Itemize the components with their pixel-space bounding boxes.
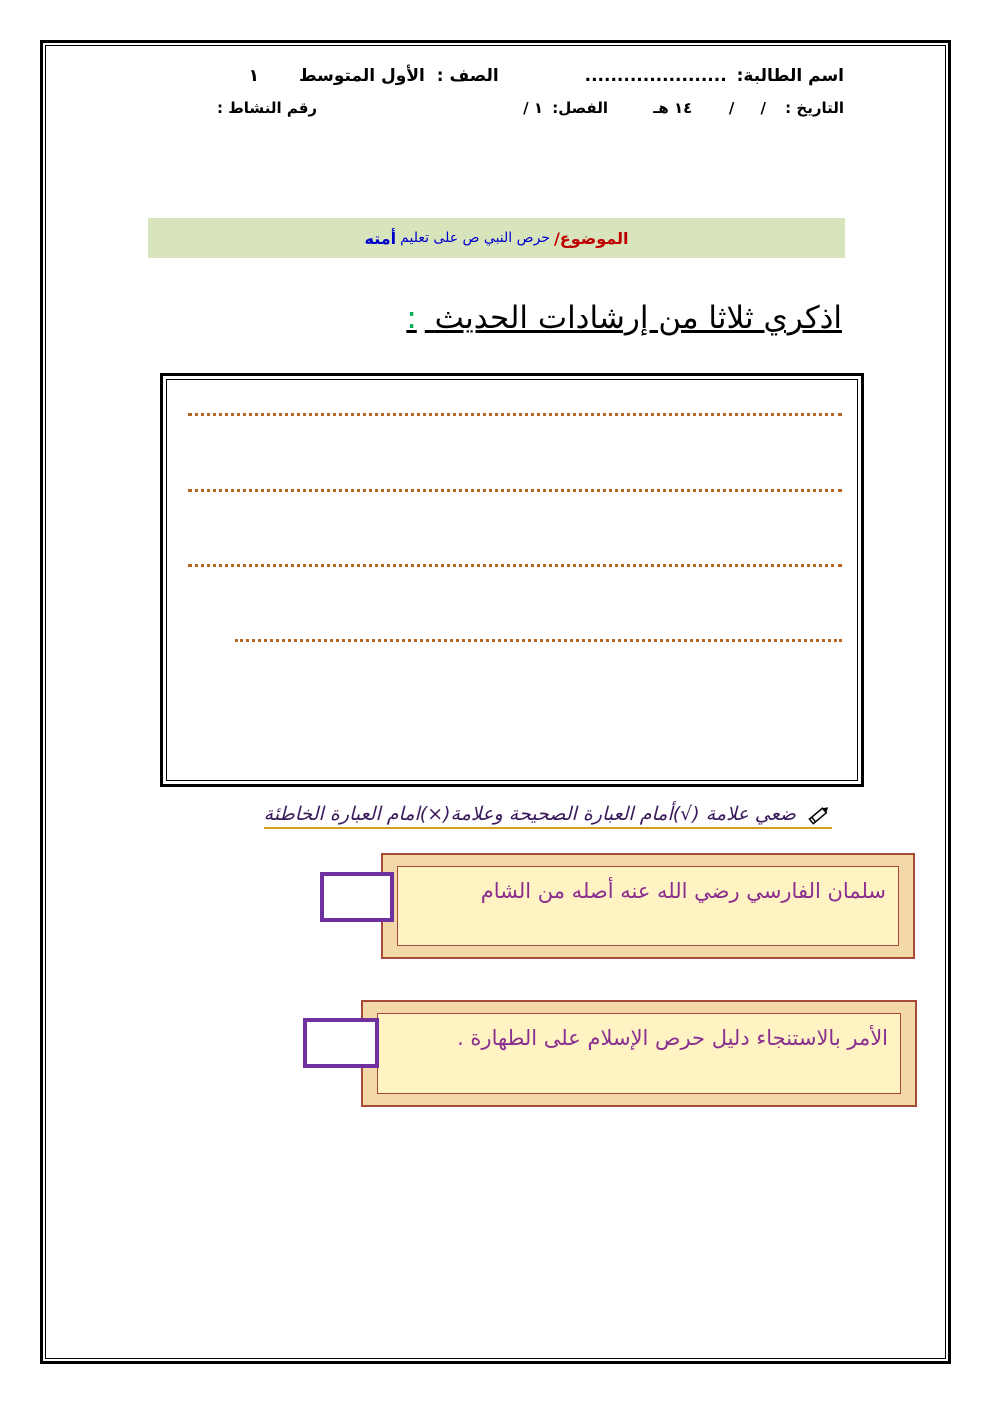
student-name-blank[interactable]: ......................: [584, 66, 727, 86]
topic-label: الموضوع/: [553, 228, 629, 248]
statement-1-text: سلمان الفارسي رضي الله عنه أصله من الشام: [480, 879, 886, 903]
grade-label: الصف :: [436, 66, 499, 86]
header-row-name-grade: [249, 66, 844, 86]
true-false-instruction: [264, 803, 832, 829]
statement-2-text: الأمر بالاستنجاء دليل حرص الإسلام على الطهارة .: [457, 1026, 888, 1050]
grade-number: ١: [248, 66, 260, 86]
topic-text: حرص النبي ص على تعليم: [400, 230, 550, 246]
answer-line-4[interactable]: [235, 639, 842, 642]
grade-value: الأول المتوسط: [298, 66, 425, 86]
question-text: اذكري ثلاثا من إرشادات الحديث: [434, 300, 842, 336]
topic-bar: [148, 218, 845, 258]
header-row-date-semester: [523, 99, 844, 117]
semester-value: ١ /: [523, 99, 544, 117]
instruction-text: ضعي علامة (√)أمام العبارة الصحيحة وعلامة(×)امام العبارة الخاطئة: [263, 803, 796, 825]
activity-number-label: رقم النشاط :: [217, 99, 318, 117]
student-name-label: اسم الطالبة:: [736, 66, 844, 86]
answer-box-inner-border: [166, 379, 858, 781]
statement-2-answer-box[interactable]: [303, 1018, 379, 1068]
statement-2: [377, 1013, 901, 1094]
statement-1-answer-box[interactable]: [320, 872, 394, 922]
date-label: التاريخ :: [785, 99, 844, 117]
semester-label: الفصل:: [552, 99, 609, 117]
date-value[interactable]: / / ١٤ هـ: [653, 99, 766, 117]
question-colon: :: [406, 300, 417, 336]
topic-emphasis: أمته: [364, 228, 397, 248]
question-heading: [406, 300, 842, 336]
answer-line-2[interactable]: [188, 489, 842, 492]
statement-1: [397, 866, 899, 946]
pencil-icon: [806, 804, 832, 826]
answer-line-3[interactable]: [188, 564, 842, 567]
answer-line-1[interactable]: [188, 413, 842, 416]
